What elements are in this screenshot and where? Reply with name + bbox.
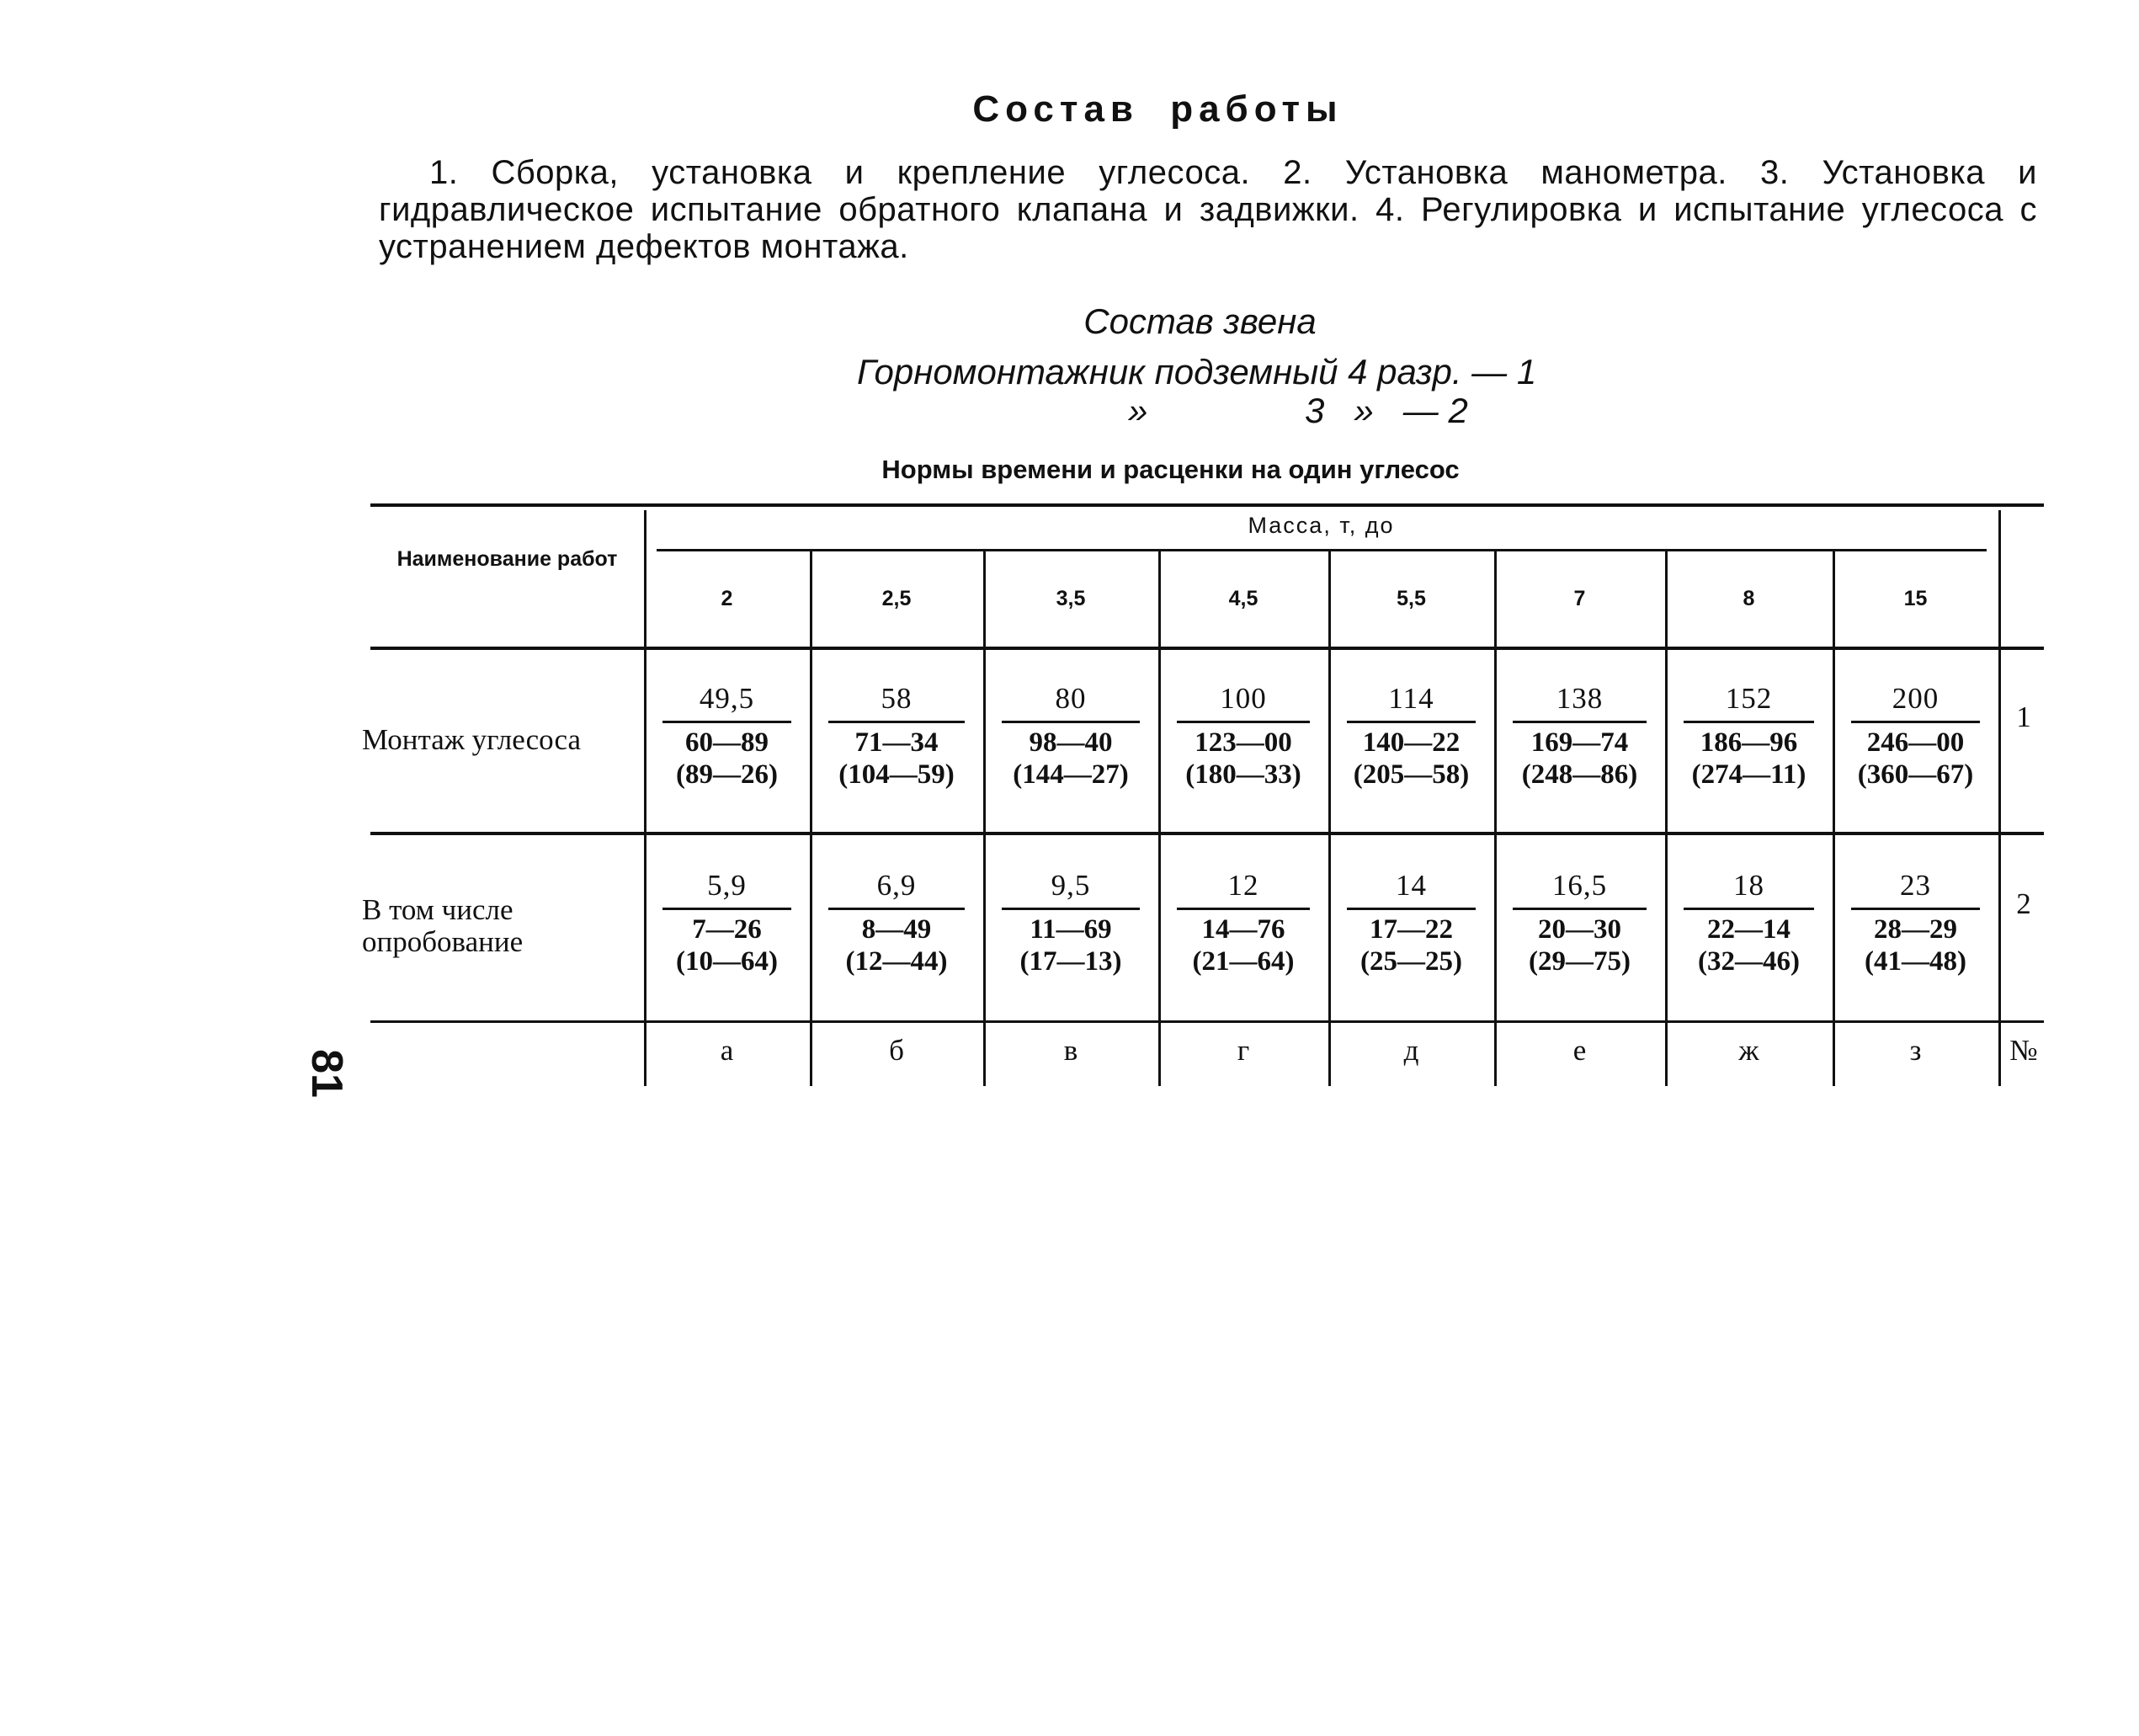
fraction-line: [1177, 908, 1310, 910]
rate-value: 123—00: [1195, 727, 1292, 758]
rate-value-alt: (32—46): [1698, 946, 1800, 977]
column-letter: з: [1909, 1034, 1922, 1067]
number-column-border: [1998, 510, 2001, 1086]
table-caption: Нормы времени и расценки на один углесос: [881, 455, 1460, 484]
mass-value-header: 4,5: [1228, 587, 1258, 610]
rate-value: 71—34: [854, 727, 939, 758]
column-letter: е: [1572, 1034, 1587, 1067]
table-top-rule: [370, 503, 2044, 507]
column-letter: б: [889, 1034, 904, 1067]
norm-value: 12: [1227, 869, 1259, 902]
crew-line-2: » 3 » — 2: [1128, 391, 1468, 430]
rate-value-alt: (29—75): [1529, 946, 1631, 977]
norm-value: 49,5: [699, 682, 755, 715]
fraction-line: [1513, 721, 1647, 723]
norm-value: 16,5: [1551, 869, 1608, 902]
rate-value: 169—74: [1530, 727, 1629, 758]
column-border: [983, 551, 986, 1086]
rate-value-alt: (248—86): [1521, 759, 1638, 790]
rate-value: 11—69: [1030, 914, 1112, 945]
rate-value-alt: (21—64): [1192, 946, 1295, 977]
fraction-line: [1851, 908, 1980, 910]
rate-value: 140—22: [1362, 727, 1461, 758]
norm-value: 5,9: [707, 869, 747, 902]
rate-value-alt: (12—44): [845, 946, 948, 977]
column-border: [1494, 551, 1497, 1086]
column-border: [810, 551, 812, 1086]
rate-value: 7—26: [692, 914, 762, 945]
rate-value: 98—40: [1029, 727, 1113, 758]
row-name: В том числе опробование: [362, 893, 524, 958]
column-letter: ж: [1738, 1034, 1759, 1067]
fraction-line: [1177, 721, 1310, 723]
rate-value: 28—29: [1874, 914, 1957, 945]
column-letter: г: [1237, 1034, 1250, 1067]
crew-title: Состав звена: [1083, 301, 1317, 341]
fraction-line: [1347, 908, 1476, 910]
mass-value-header: 7: [1573, 587, 1586, 610]
row-separator-rule: [370, 832, 2044, 835]
norm-value: 138: [1556, 682, 1604, 715]
row-name: Монтаж углесоса: [362, 723, 582, 756]
mass-header-rule: [657, 549, 1987, 551]
rate-value-alt: (89—26): [676, 759, 778, 790]
fraction-line: [662, 721, 791, 723]
fraction-line: [1684, 721, 1814, 723]
rate-value-alt: (10—64): [676, 946, 778, 977]
name-header: Наименование работ: [396, 547, 618, 571]
fraction-line: [828, 908, 965, 910]
norm-value: 23: [1900, 869, 1931, 902]
column-letter: а: [720, 1034, 734, 1067]
rate-value: 14—76: [1201, 914, 1285, 945]
column-border: [1158, 551, 1161, 1086]
norm-value: 9,5: [1051, 869, 1091, 902]
rate-value: 186—96: [1700, 727, 1798, 758]
rate-value-alt: (274—11): [1691, 759, 1806, 790]
work-description: 1. Сборка, установка и крепление углесоса. 2. Установка манометра. 3. Установка и гидравлическое испытание обратного клапана и задвижки. 4. Регулировка и испытание углесоса с устранением дефектов монтажа.: [379, 154, 2037, 265]
table-bottom-rule: [370, 1020, 2044, 1023]
number-label: №: [2009, 1034, 2038, 1067]
norm-value: 6,9: [876, 869, 917, 902]
norm-value: 100: [1220, 682, 1267, 715]
rate-value: 20—30: [1538, 914, 1621, 945]
rate-value: 246—00: [1866, 727, 1965, 758]
rate-value-alt: (144—27): [1013, 759, 1129, 790]
mass-value-header: 5,5: [1397, 587, 1426, 610]
crew-line-1: Горномонтажник подземный 4 разр. — 1: [857, 352, 1537, 391]
column-letter: д: [1403, 1034, 1419, 1067]
rate-value: 17—22: [1370, 914, 1453, 945]
column-border: [1328, 551, 1331, 1086]
fraction-line: [1851, 721, 1980, 723]
rate-value-alt: (104—59): [838, 759, 955, 790]
rate-value-alt: (17—13): [1019, 946, 1122, 977]
norm-value: 18: [1733, 869, 1764, 902]
rate-value-alt: (25—25): [1360, 946, 1462, 977]
mass-value-header: 2: [721, 587, 733, 610]
mass-value-header: 3,5: [1056, 587, 1086, 610]
fraction-line: [1513, 908, 1647, 910]
mass-value-header: 15: [1903, 587, 1928, 610]
fraction-line: [662, 908, 791, 910]
norm-value: 58: [881, 682, 913, 715]
page-number: 81: [302, 1049, 351, 1098]
fraction-line: [1347, 721, 1476, 723]
norm-value: 114: [1388, 682, 1434, 715]
column-border: [1665, 551, 1668, 1086]
row-number: 2: [2016, 887, 2031, 920]
fraction-line: [1684, 908, 1814, 910]
header-bottom-rule: [370, 647, 2044, 650]
rate-value: 60—89: [685, 727, 769, 758]
rate-value-alt: (205—58): [1353, 759, 1470, 790]
norm-value: 80: [1055, 682, 1087, 715]
rate-value: 8—49: [861, 914, 932, 945]
norm-value: 14: [1396, 869, 1427, 902]
norm-value: 200: [1892, 682, 1939, 715]
fraction-line: [828, 721, 965, 723]
mass-value-header: 8: [1743, 587, 1755, 610]
section-title: Состав работы: [972, 88, 1344, 130]
rate-value-alt: (360—67): [1857, 759, 1974, 790]
fraction-line: [1002, 908, 1140, 910]
column-letter: в: [1063, 1034, 1078, 1067]
rate-value-alt: (180—33): [1185, 759, 1301, 790]
mass-header: Масса, т, до: [1248, 513, 1395, 538]
rate-value-alt: (41—48): [1865, 946, 1966, 977]
mass-value-header: 2,5: [881, 587, 912, 610]
row-number: 1: [2016, 700, 2031, 733]
fraction-line: [1002, 721, 1140, 723]
column-border: [1833, 551, 1835, 1086]
norm-value: 152: [1725, 682, 1773, 715]
rate-value: 22—14: [1707, 914, 1790, 945]
